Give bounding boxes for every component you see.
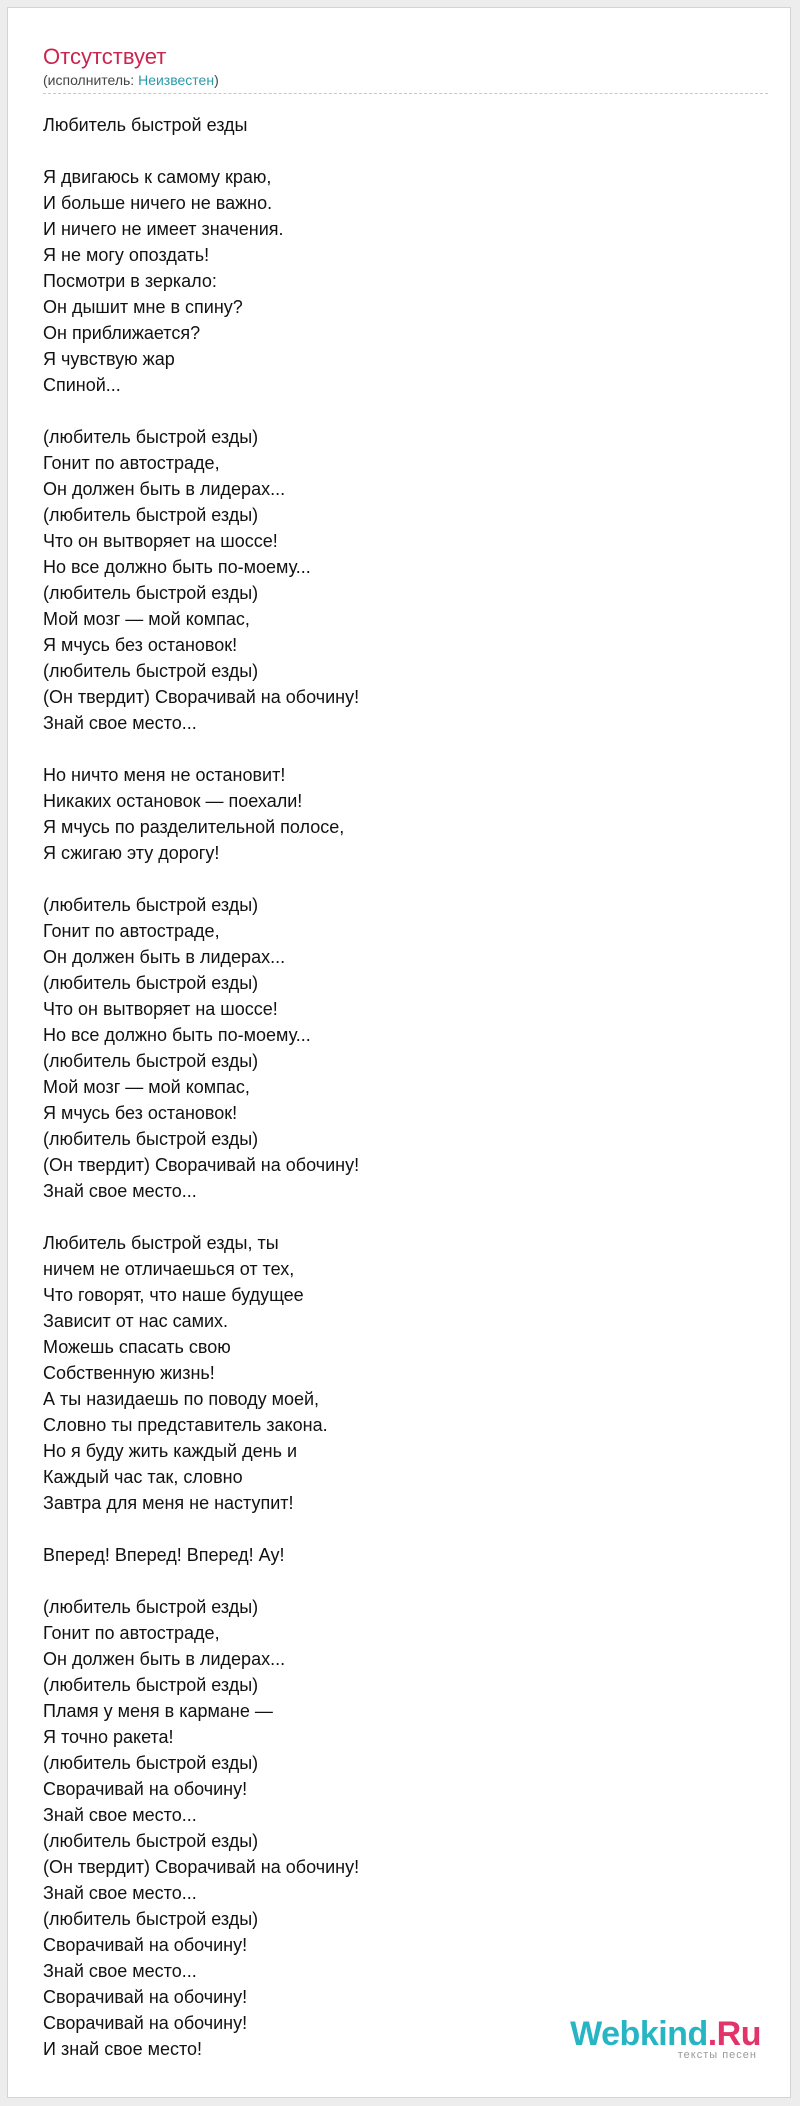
lyrics-card [7,7,791,2098]
lyrics-line: (любитель быстрой езды) [43,895,259,915]
lyrics-line: Я не могу опоздать! [43,245,210,265]
lyrics-line: Я двигаюсь к самому краю, [43,167,272,187]
lyrics-line: Он должен быть в лидерах... [43,1649,286,1669]
lyrics-line: Я точно ракета! [43,1727,174,1747]
lyrics-line: Собственную жизнь! [43,1363,215,1383]
lyrics-line: Я сжигаю эту дорогу! [43,843,220,863]
lyrics-line: Никаких остановок — поехали! [43,791,303,811]
artist-line [43,71,219,89]
lyrics-line: Мой мозг — мой компас, [43,609,250,629]
lyrics-line: Но ничто меня не остановит! [43,765,286,785]
lyrics-line: (любитель быстрой езды) [43,505,259,525]
lyrics-line: Я мчусь без остановок! [43,635,238,655]
lyrics-stanza [43,762,359,866]
lyrics-line: Но я буду жить каждый день и [43,1441,298,1461]
lyrics-stanza [43,1594,359,2062]
lyrics-line: (любитель быстрой езды) [43,1753,259,1773]
lyrics-line: (любитель быстрой езды) [43,1831,259,1851]
lyrics-line: Пламя у меня в кармане — [43,1701,273,1721]
logo-ru: Ru [716,2015,761,2053]
lyrics-line: А ты назидаешь по поводу моей, [43,1389,320,1409]
lyrics-line: Гонит по автостраде, [43,453,220,473]
lyrics-line: Он приближается? [43,323,201,343]
song-header [43,44,219,89]
lyrics-line: И больше ничего не важно. [43,193,273,213]
lyrics-line: Зависит от нас самих. [43,1311,229,1331]
lyrics-line: Сворачивай на обочину! [43,2013,248,2033]
lyrics-line: (Он твердит) Сворачивай на обочину! [43,1155,360,1175]
header-divider [43,93,768,94]
lyrics-line: (любитель быстрой езды) [43,1129,259,1149]
lyrics-line: Посмотри в зеркало: [43,271,217,291]
lyrics-line: И ничего не имеет значения. [43,219,284,239]
lyrics-stanza [43,164,359,398]
lyrics-line: ничем не отличаешься от тех, [43,1259,295,1279]
lyrics-line: Знай свое место... [43,1961,197,1981]
logo-dot: . [707,2015,717,2053]
lyrics-line: Вперед! Вперед! Вперед! Ау! [43,1545,285,1565]
lyrics-line: Я мчусь без остановок! [43,1103,238,1123]
lyrics-line: Я чувствую жар [43,349,175,369]
lyrics-line: Он дышит мне в спину? [43,297,243,317]
lyrics-line: Сворачивай на обочину! [43,1779,248,1799]
lyrics-line: (любитель быстрой езды) [43,1909,259,1929]
lyrics-line: Можешь спасать свою [43,1337,231,1357]
lyrics-line: Словно ты представитель закона. [43,1415,328,1435]
logo-wordmark [570,2017,761,2051]
lyrics-line: Гонит по автостраде, [43,1623,220,1643]
lyrics-line: Он должен быть в лидерах... [43,947,286,967]
logo-tagline: тексты песен [677,2049,757,2061]
lyrics-stanza [43,1542,359,1568]
lyrics-line: (любитель быстрой езды) [43,973,259,993]
lyrics-line: (любитель быстрой езды) [43,427,259,447]
artist-link[interactable]: Неизвестен [138,72,215,88]
lyrics-stanza [43,1230,359,1516]
artist-prefix: (исполнитель: [43,72,139,88]
lyrics-line: И знай свое место! [43,2039,203,2059]
lyrics-line: Что он вытворяет на шоссе! [43,999,278,1019]
lyrics-line: (Он твердит) Сворачивай на обочину! [43,687,360,707]
lyrics-line: Он должен быть в лидерах... [43,479,286,499]
lyrics-line: Мой мозг — мой компас, [43,1077,250,1097]
lyrics-line: Знай свое место... [43,1883,197,1903]
lyrics-line: Завтра для меня не наступит! [43,1493,294,1513]
lyrics-line: Знай свое место... [43,1181,197,1201]
lyrics-line: Сворачивай на обочину! [43,1987,248,2007]
lyrics-line: Но все должно быть по-моему... [43,557,311,577]
lyrics-stanza [43,424,359,736]
lyrics-line: (любитель быстрой езды) [43,661,259,681]
lyrics-line: (Он твердит) Сворачивай на обочину! [43,1857,360,1877]
lyrics-line: Спиной... [43,375,121,395]
lyrics-line: Что он вытворяет на шоссе! [43,531,278,551]
lyrics-line: (любитель быстрой езды) [43,1051,259,1071]
logo-web: Webkind [570,2015,708,2053]
lyrics-line: Каждый час так, словно [43,1467,243,1487]
artist-suffix: ) [214,72,219,88]
lyrics-line: Что говорят, что наше будущее [43,1285,304,1305]
site-logo[interactable] [570,2017,761,2061]
lyrics-body [43,112,359,2062]
lyrics-line: Знай свое место... [43,1805,197,1825]
lyrics-line: Любитель быстрой езды, ты [43,1233,279,1253]
lyrics-stanza [43,892,359,1204]
song-title: Отсутствует [43,44,167,69]
lyrics-line: (любитель быстрой езды) [43,583,259,603]
lyrics-line: (любитель быстрой езды) [43,1675,259,1695]
lyrics-line: Гонит по автостраде, [43,921,220,941]
lyrics-stanza [43,112,359,138]
lyrics-line: Но все должно быть по-моему... [43,1025,311,1045]
lyrics-line: Любитель быстрой езды [43,115,248,135]
lyrics-line: Я мчусь по разделительной полосе, [43,817,345,837]
lyrics-line: Знай свое место... [43,713,197,733]
lyrics-line: (любитель быстрой езды) [43,1597,259,1617]
lyrics-line: Сворачивай на обочину! [43,1935,248,1955]
